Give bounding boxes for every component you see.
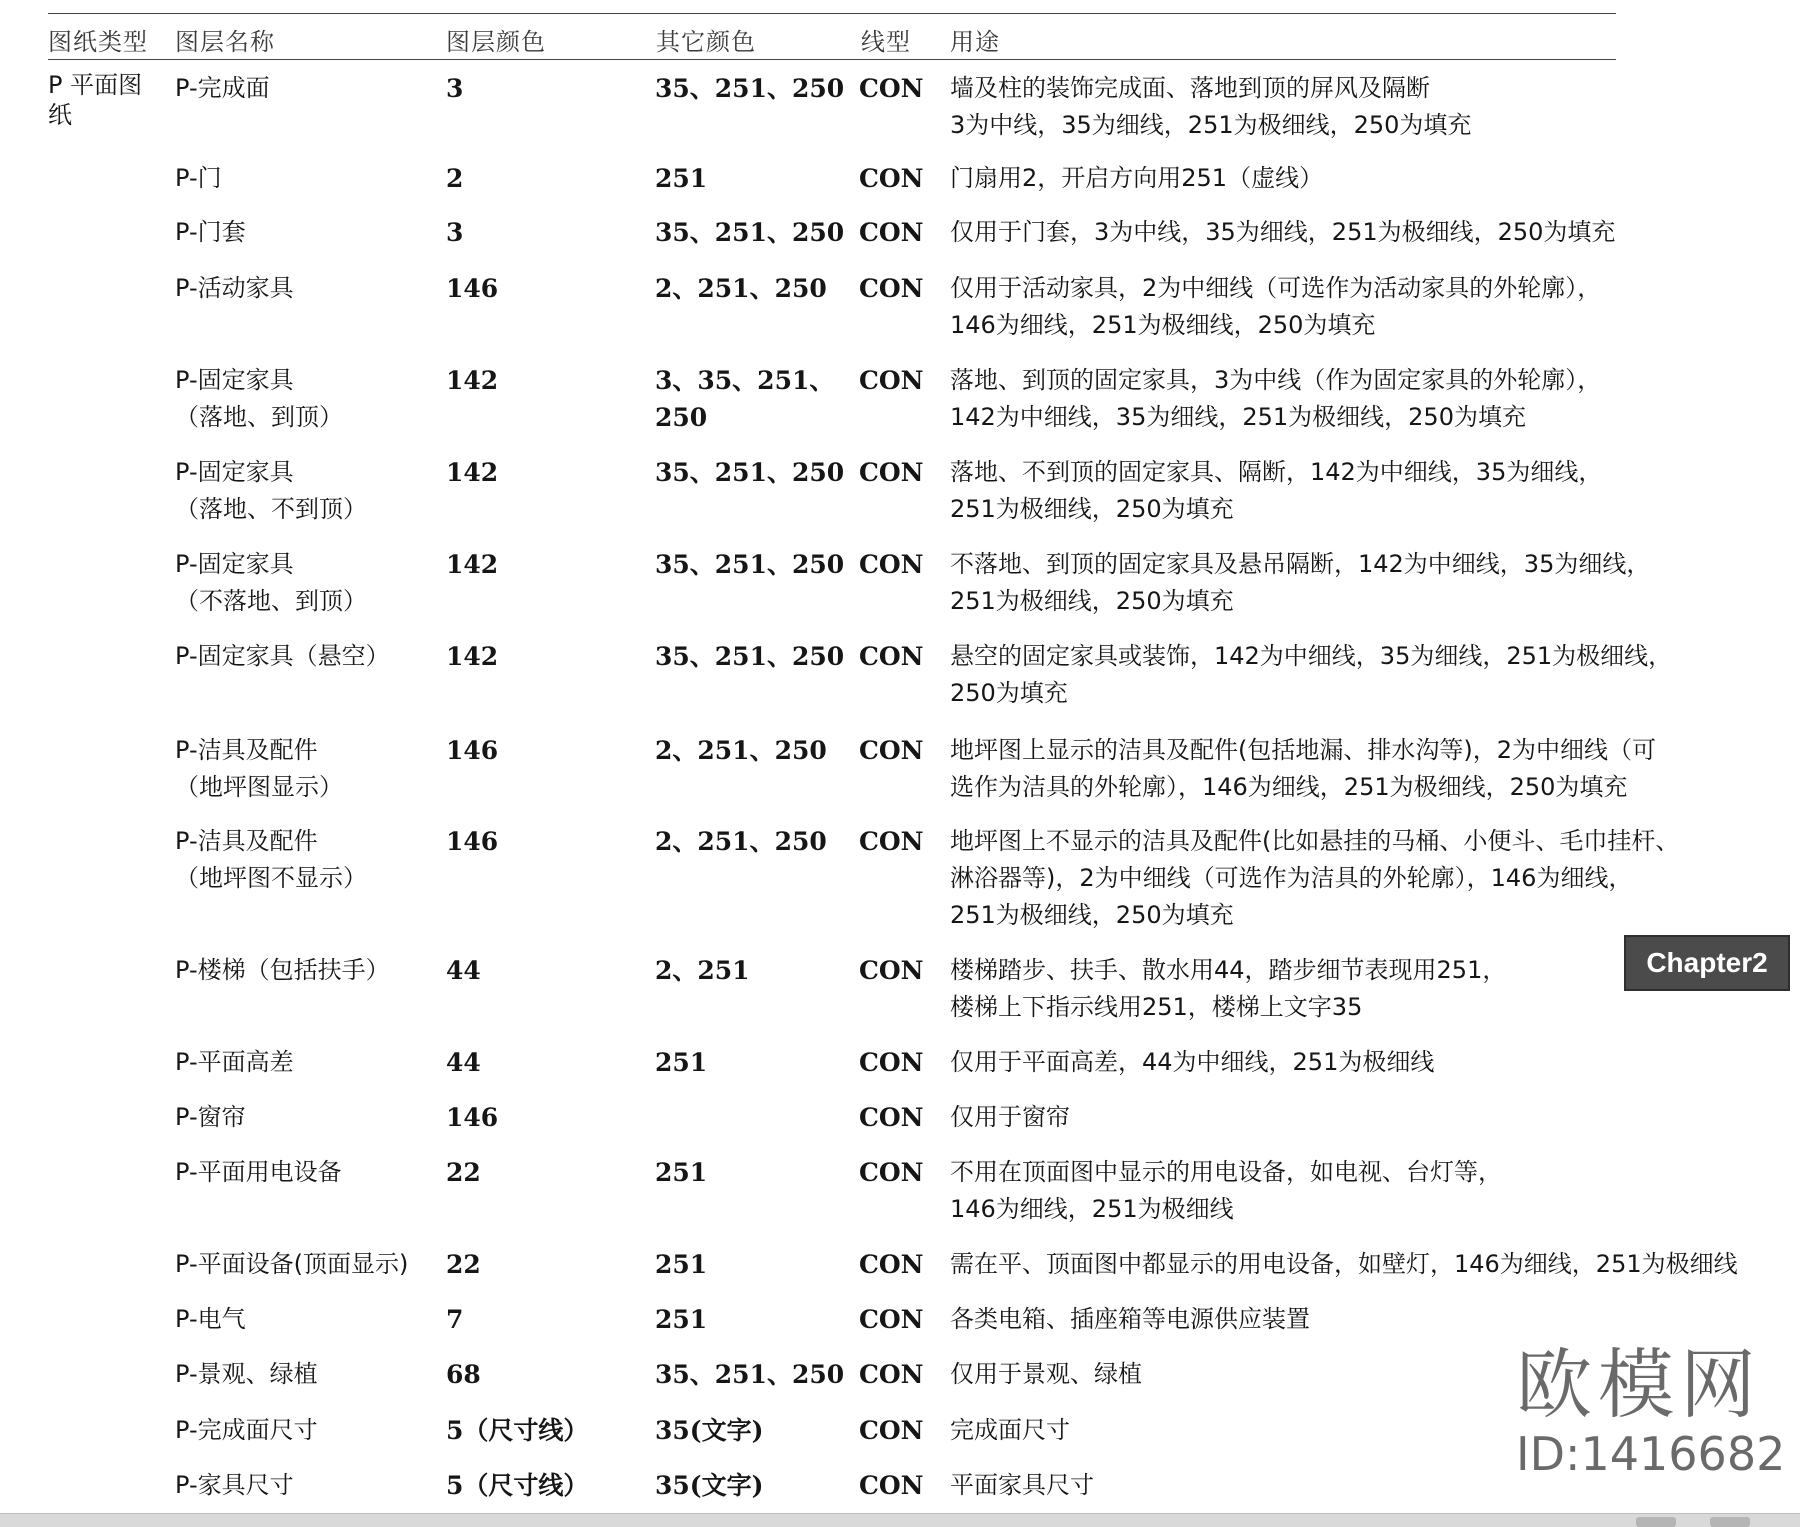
usage-cell-line: 需在平、顶面图中都显示的用电设备，如壁灯，146为细线，251为极细线: [950, 1250, 1738, 1278]
other-colors-cell-line: 35、251、250: [655, 74, 845, 103]
usage-cell-line: 仅用于活动家具，2为中细线（可选作为活动家具的外轮廓），: [950, 274, 1602, 302]
layer-name-cell: [175, 160, 222, 197]
logo-name: 欧模网: [1516, 1340, 1762, 1429]
usage-cell-line: 淋浴器等)，2为中细线（可选作为洁具的外轮廓），146为细线，: [950, 864, 1633, 892]
line-type-cell: CON: [859, 366, 924, 395]
line-type-cell: CON: [859, 1305, 924, 1334]
layer-name-cell: [175, 1044, 294, 1081]
layer-name-cell: [175, 214, 246, 251]
usage-cell-line: 251为极细线，250为填充: [950, 495, 1234, 523]
line-type-cell: CON: [859, 956, 924, 985]
usage-cell-line: 不用在顶面图中显示的用电设备，如电视、台灯等，: [950, 1158, 1502, 1186]
other-colors-cell-line: 2、251、250: [655, 736, 827, 765]
line-type-cell: CON: [859, 642, 924, 671]
usage-cell-line: 选作为洁具的外轮廓），146为细线，251为极细线，250为填充: [950, 773, 1628, 801]
layer-name-cell-line: （不落地、到顶）: [175, 587, 367, 615]
bottom-scrollbar[interactable]: [0, 1513, 1800, 1527]
layer-name-cell: [175, 1154, 342, 1191]
other-colors-cell: [655, 1044, 707, 1081]
line-type-cell: CON: [859, 274, 924, 303]
usage-cell-line: 142为中细线，35为细线，251为极细线，250为填充: [950, 403, 1526, 431]
layer-name-cell-line: P-平面用电设备: [175, 1158, 342, 1186]
layer-color-cell: 22: [446, 1158, 481, 1187]
usage-cell-line: 悬空的固定家具或装饰，142为中细线，35为细线，251为极细线，: [950, 642, 1673, 670]
usage-cell: [950, 823, 1679, 934]
usage-cell-line: 仅用于平面高差，44为中细线，251为极细线: [950, 1048, 1435, 1076]
other-colors-cell-line: 3、35、251、: [655, 366, 835, 395]
other-colors-cell-line: 251: [655, 1250, 708, 1279]
layer-color-cell: 142: [446, 642, 499, 671]
layer-name-cell-line: P-完成面尺寸: [175, 1416, 318, 1444]
other-colors-cell: [655, 70, 844, 107]
layer-name-cell-line: P-平面设备(顶面显示): [175, 1250, 409, 1278]
other-colors-cell: [655, 1301, 707, 1338]
usage-cell-line: 落地、到顶的固定家具，3为中线（作为固定家具的外轮廓），: [950, 366, 1602, 394]
layer-color-cell: 22: [446, 1250, 481, 1279]
layer-color-cell: 146: [446, 274, 499, 303]
usage-cell-line: 门扇用2，开启方向用251（虚线）: [950, 164, 1324, 192]
other-colors-cell: [655, 214, 844, 251]
layer-name-cell-line: P-楼梯（包括扶手）: [175, 956, 390, 984]
drawing-type-cell: P 平面图纸: [48, 71, 143, 129]
other-colors-cell: [655, 546, 844, 583]
usage-cell: [950, 70, 1471, 144]
usage-cell-line: 地坪图上不显示的洁具及配件(比如悬挂的马桶、小便斗、毛巾挂杆、: [950, 827, 1680, 855]
layer-name-cell: [175, 1467, 294, 1504]
line-type-cell: CON: [859, 736, 924, 765]
layer-name-cell: [175, 270, 294, 307]
layer-name-cell-line: P-固定家具: [175, 550, 294, 578]
layer-color-cell: 146: [446, 736, 499, 765]
line-type-cell: CON: [859, 1048, 924, 1077]
scrollbar-handle[interactable]: [1636, 1517, 1676, 1527]
layer-color-cell: 68: [446, 1360, 481, 1389]
line-type-cell: CON: [859, 164, 924, 193]
usage-cell: [950, 1246, 1738, 1283]
usage-cell: [950, 1467, 1094, 1504]
usage-cell-line: 墙及柱的装饰完成面、落地到顶的屏风及隔断: [950, 74, 1430, 102]
table-top-rule: [48, 13, 1616, 14]
line-type-cell: CON: [859, 1158, 924, 1187]
header-usage: 用途: [950, 28, 1000, 56]
other-colors-cell: [655, 1467, 763, 1504]
layer-name-cell: [175, 70, 270, 107]
line-type-cell: CON: [859, 1103, 924, 1132]
usage-cell: [950, 1044, 1434, 1081]
other-colors-cell-line: 251: [655, 1305, 708, 1334]
usage-cell: [950, 638, 1672, 712]
layer-name-cell: [175, 1246, 408, 1283]
usage-cell-line: 仅用于窗帘: [950, 1103, 1070, 1131]
other-colors-cell-line: 35(文字): [655, 1416, 764, 1445]
scrollbar-handle-2[interactable]: [1710, 1517, 1750, 1527]
chapter-tab[interactable]: Chapter2: [1624, 935, 1790, 991]
layer-color-cell: 146: [446, 827, 499, 856]
watermark-logo: [1516, 1340, 1796, 1481]
other-colors-cell: [655, 1246, 707, 1283]
line-type-cell: CON: [859, 218, 924, 247]
layer-color-cell: 44: [446, 1048, 481, 1077]
usage-cell-line: 楼梯踏步、扶手、散水用44，踏步细节表现用251，: [950, 956, 1507, 984]
usage-cell-line: 仅用于门套，3为中线，35为细线，251为极细线，250为填充: [950, 218, 1616, 246]
layer-color-cell: 5（尺寸线）: [446, 1471, 589, 1500]
layer-name-cell-line: P-窗帘: [175, 1103, 246, 1131]
usage-cell: [950, 1099, 1070, 1136]
other-colors-cell: [655, 1154, 707, 1191]
usage-cell: [950, 1412, 1070, 1449]
other-colors-cell: [655, 270, 827, 307]
layer-name-cell-line: P-平面高差: [175, 1048, 294, 1076]
layer-name-cell: [175, 362, 343, 436]
layer-name-cell: [175, 1356, 318, 1393]
usage-cell-line: 仅用于景观、绿植: [950, 1360, 1142, 1388]
other-colors-cell: [655, 638, 844, 675]
layer-name-cell: [175, 1099, 246, 1136]
other-colors-cell: [655, 732, 827, 769]
layer-color-cell: 3: [446, 74, 464, 103]
layer-color-cell: 142: [446, 366, 499, 395]
layer-color-cell: 2: [446, 164, 464, 193]
line-type-cell: CON: [859, 74, 924, 103]
usage-cell: [950, 362, 1601, 436]
usage-cell: [950, 214, 1615, 251]
layer-name-cell-line: P-家具尺寸: [175, 1471, 294, 1499]
header-line-type: 线型: [861, 28, 911, 56]
layer-name-cell: [175, 1412, 318, 1449]
layer-name-cell-line: P-门: [175, 164, 222, 192]
layer-name-cell: [175, 1301, 246, 1338]
other-colors-cell: [655, 1356, 844, 1393]
layer-name-cell-line: P-完成面: [175, 74, 270, 102]
header-layer-color: 图层颜色: [446, 28, 546, 56]
line-type-cell: CON: [859, 1471, 924, 1500]
other-colors-cell: [655, 952, 750, 989]
layer-color-cell: 142: [446, 458, 499, 487]
other-colors-cell-line: 2、251、250: [655, 274, 827, 303]
usage-cell-line: 251为极细线，250为填充: [950, 901, 1234, 929]
line-type-cell: CON: [859, 550, 924, 579]
other-colors-cell-line: 35、251、250: [655, 458, 845, 487]
other-colors-cell-line: 2、251: [655, 956, 750, 985]
layer-name-cell-line: P-活动家具: [175, 274, 294, 302]
other-colors-cell: [655, 454, 844, 491]
usage-cell: [950, 732, 1656, 806]
usage-cell: [950, 952, 1506, 1026]
layer-name-cell-line: P-固定家具（悬空）: [175, 642, 390, 670]
usage-cell-line: 平面家具尺寸: [950, 1471, 1094, 1499]
other-colors-cell-line: 251: [655, 1158, 708, 1187]
header-layer-name: 图层名称: [175, 28, 275, 56]
layer-color-cell: 7: [446, 1305, 464, 1334]
layer-name-cell: [175, 952, 390, 989]
logo-id: ID:1416682: [1516, 1427, 1786, 1481]
usage-cell: [950, 454, 1602, 528]
header-other-colors: 其它颜色: [656, 28, 756, 56]
other-colors-cell-line: 251: [655, 164, 708, 193]
layer-color-cell: 142: [446, 550, 499, 579]
usage-cell: [950, 1356, 1142, 1393]
other-colors-cell-line: 35(文字): [655, 1471, 764, 1500]
other-colors-cell-line: 251: [655, 1048, 708, 1077]
usage-cell-line: 不落地、到顶的固定家具及悬吊隔断，142为中细线，35为细线，: [950, 550, 1651, 578]
usage-cell-line: 251为极细线，250为填充: [950, 587, 1234, 615]
other-colors-cell: [655, 160, 707, 197]
table-header-rule: [48, 59, 1616, 60]
other-colors-cell-line: 2、251、250: [655, 827, 827, 856]
usage-cell: [950, 1154, 1502, 1228]
usage-cell-line: 各类电箱、插座箱等电源供应装置: [950, 1305, 1310, 1333]
layer-name-cell-line: P-固定家具: [175, 458, 294, 486]
usage-cell-line: 3为中线，35为细线，251为极细线，250为填充: [950, 111, 1472, 139]
other-colors-cell-line: 35、251、250: [655, 642, 845, 671]
layer-name-cell-line: P-电气: [175, 1305, 246, 1333]
other-colors-cell: [655, 1412, 763, 1449]
other-colors-cell: [655, 823, 827, 860]
line-type-cell: CON: [859, 458, 924, 487]
layer-name-cell: [175, 638, 390, 675]
usage-cell-line: 146为细线，251为极细线: [950, 1195, 1234, 1223]
other-colors-cell-line: 35、251、250: [655, 1360, 845, 1389]
header-drawing-type: 图纸类型: [48, 28, 148, 56]
line-type-cell: CON: [859, 827, 924, 856]
layer-color-cell: 44: [446, 956, 481, 985]
usage-cell-line: 146为细线，251为极细线，250为填充: [950, 311, 1376, 339]
layer-name-cell: [175, 732, 343, 806]
layer-color-cell: 146: [446, 1103, 499, 1132]
layer-name-cell: [175, 823, 367, 897]
usage-cell-line: 完成面尺寸: [950, 1416, 1070, 1444]
layer-name-cell-line: P-门套: [175, 218, 246, 246]
layer-name-cell-line: （落地、到顶）: [175, 403, 343, 431]
usage-cell-line: 落地、不到顶的固定家具、隔断，142为中细线，35为细线，: [950, 458, 1603, 486]
usage-cell-line: 地坪图上显示的洁具及配件(包括地漏、排水沟等)，2为中细线（可: [950, 736, 1656, 764]
other-colors-cell: [655, 362, 834, 436]
layer-name-cell-line: （地坪图不显示）: [175, 864, 367, 892]
usage-cell: [950, 546, 1650, 620]
usage-cell: [950, 270, 1601, 344]
layer-name-cell-line: P-固定家具: [175, 366, 294, 394]
line-type-cell: CON: [859, 1250, 924, 1279]
layer-color-cell: 5（尺寸线）: [446, 1416, 589, 1445]
usage-cell-line: 楼梯上下指示线用251，楼梯上文字35: [950, 993, 1363, 1021]
layer-name-cell-line: （地坪图显示）: [175, 773, 343, 801]
layer-name-cell: [175, 546, 367, 620]
other-colors-cell-line: 35、251、250: [655, 218, 845, 247]
layer-name-cell-line: P-洁具及配件: [175, 827, 318, 855]
line-type-cell: CON: [859, 1416, 924, 1445]
layer-color-cell: 3: [446, 218, 464, 247]
other-colors-cell-line: 250: [655, 403, 708, 432]
usage-cell: [950, 160, 1323, 197]
layer-name-cell-line: P-洁具及配件: [175, 736, 318, 764]
usage-cell-line: 250为填充: [950, 679, 1068, 707]
layer-name-cell: [175, 454, 367, 528]
layer-name-cell-line: P-景观、绿植: [175, 1360, 318, 1388]
layer-name-cell-line: （落地、不到顶）: [175, 495, 367, 523]
line-type-cell: CON: [859, 1360, 924, 1389]
other-colors-cell-line: 35、251、250: [655, 550, 845, 579]
usage-cell: [950, 1301, 1310, 1338]
